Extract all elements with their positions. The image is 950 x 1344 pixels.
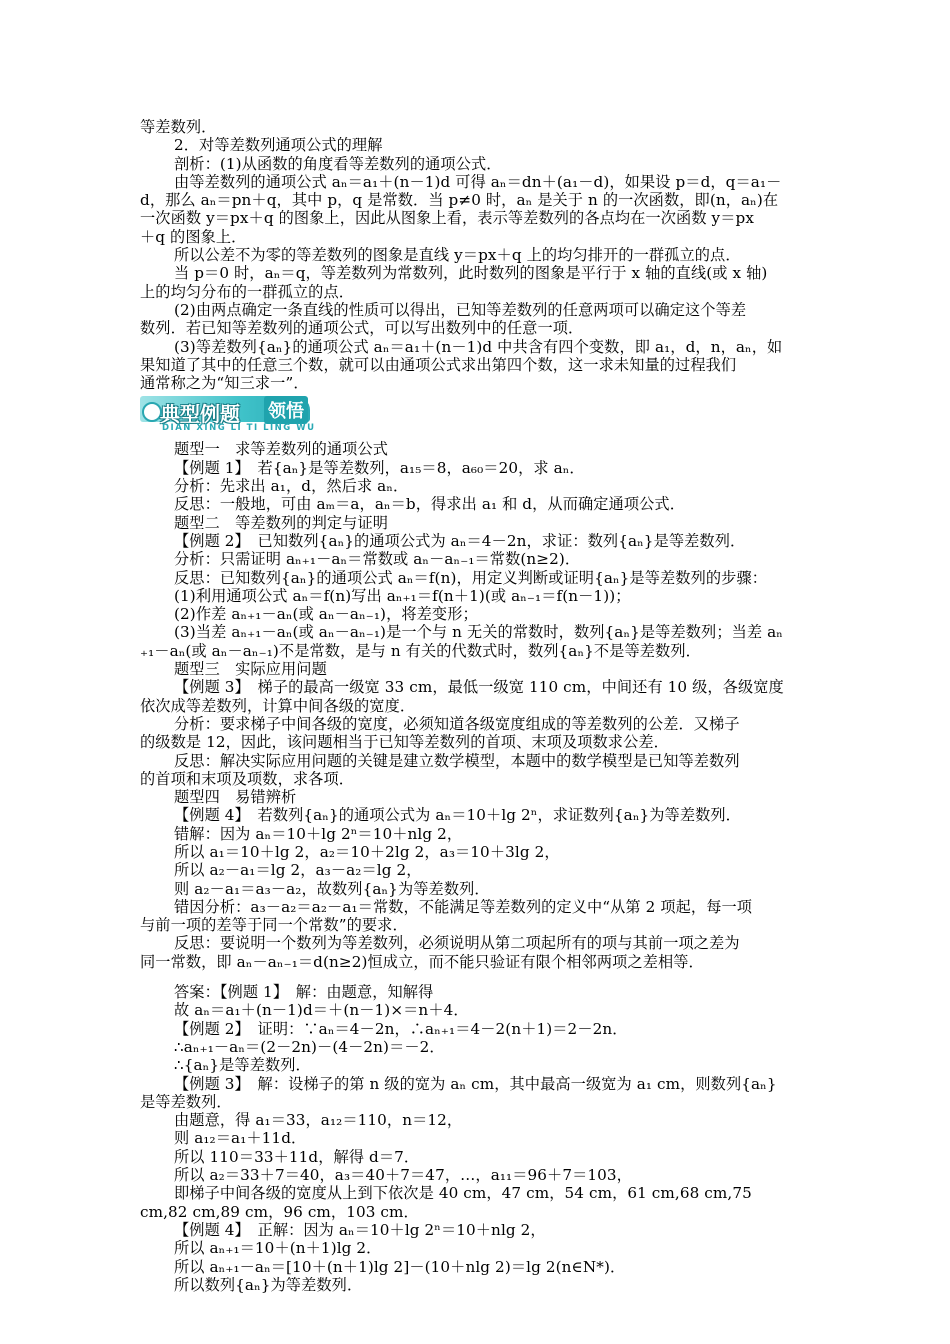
section-answers <box>140 983 810 1294</box>
text-line: 题型四 易错辨析 <box>174 788 297 807</box>
text-line: 所以 a₂－a₁＝lg 2，a₃－a₂＝lg 2， <box>174 861 422 880</box>
text-line: 【例题 3】 解：设梯子的第 n 级的宽为 aₙ cm，其中最高一级宽为 a₁ cm，则数列{aₙ} <box>174 1074 777 1093</box>
text-line: (1)利用通项公式 aₙ＝f(n)写出 aₙ₊₁＝f(n＋1)(或 aₙ₋₁＝f(n－1))； <box>174 586 631 605</box>
text-line: 题型三 实际应用问题 <box>174 660 327 679</box>
text-line: 题型一 求等差数列的通项公式 <box>174 440 389 459</box>
text-line: 答案：【例题 1】 解：由题意，知解得 <box>174 983 434 1002</box>
text-line: 数列．若已知等差数列的通项公式，可以写出数列中的任意一项． <box>140 319 584 338</box>
text-line: (2)由两点确定一条直线的性质可以得出，已知等差数列的任意两项可以确定这个等差 <box>174 300 747 319</box>
text-line: 则 a₂－a₁＝a₃－a₂，故数列{aₙ}为等差数列． <box>174 879 490 898</box>
section-examples <box>140 440 810 971</box>
text-line: 【例题 4】 若数列{aₙ}的通项公式为 aₙ＝10＋lg 2ⁿ，求证数列{aₙ}为等差数列． <box>174 806 741 825</box>
text-line: 剖析：(1)从函数的角度看等差数列的通项公式． <box>174 154 502 173</box>
text-line: 题型二 等差数列的判定与证明 <box>174 513 389 532</box>
text-line: 反思：一般地，可由 aₘ＝a，aₙ＝b，得求出 a₁ 和 d，从而确定通项公式． <box>174 495 686 514</box>
text-line: 故 aₙ＝a₁＋(n－1)d＝＋(n－1)×＝n＋4． <box>174 1001 469 1020</box>
text-line: 【例题 4】 正解：因为 aₙ＝10＋lg 2ⁿ＝10＋nlg 2， <box>174 1220 546 1239</box>
section-understanding <box>140 118 810 392</box>
text-line: (3)等差数列{aₙ}的通项公式 aₙ＝a₁＋(n－1)d 中共含有四个变数，即 a₁，d，n，aₙ，如 <box>174 337 783 356</box>
text-line: 反思：已知数列{aₙ}的通项公式 aₙ＝f(n)，用定义判断或证明{aₙ}是等差数列的步骤： <box>174 568 768 587</box>
text-line: 由等差数列的通项公式 aₙ＝a₁＋(n－1)d 可得 aₙ＝dn＋(a₁－d)，如果设 p＝d，q＝a₁－ <box>174 172 782 191</box>
text-line: 所以 aₙ₊₁＝10＋(n＋1)lg 2． <box>174 1239 382 1258</box>
text-line: cm,82 cm,89 cm，96 cm，103 cm． <box>140 1202 419 1221</box>
spacer <box>140 971 810 983</box>
text-line: 所以 a₁＝10＋lg 2，a₂＝10＋2lg 2，a₃＝10＋3lg 2， <box>174 842 560 861</box>
text-line: 【例题 1】 若{aₙ}是等差数列，a₁₅＝8，a₆₀＝20，求 aₙ． <box>174 458 585 477</box>
text-line: 错因分析：a₃－a₂＝a₂－a₁＝常数，不能满足等差数列的定义中“从第 2 项起，每一项 <box>174 897 753 916</box>
text-line: 所以数列{aₙ}为等差数列． <box>174 1275 363 1294</box>
text-line: (3)当差 aₙ₊₁－aₙ(或 aₙ－aₙ₋₁)是一个与 n 无关的常数时，数列{aₙ}是等差数列；当差 aₙ <box>174 623 783 642</box>
text-line: 的级数是 12，因此，该问题相当于已知等差数列的首项、末项及项数求公差． <box>140 733 669 752</box>
section-banner <box>140 396 810 438</box>
text-line: ＋q 的图象上． <box>140 227 247 246</box>
text-line: d，那么 aₙ＝pn＋q，其中 p，q 是常数．当 p≠0 时，aₙ 是关于 n 的一次函数，即(n，aₙ)在 <box>140 191 779 210</box>
text-line: 【例题 2】 证明：∵aₙ＝4－2n，∴aₙ₊₁＝4－2(n＋1)＝2－2n． <box>174 1019 628 1038</box>
text-line: ∴aₙ₊₁－aₙ＝(2－2n)－(4－2n)＝－2． <box>174 1037 445 1056</box>
text-line: 分析：要求梯子中间各级的宽度，必须知道各级宽度组成的等差数列的公差．又梯子 <box>174 714 740 733</box>
text-line: 2．对等差数列通项公式的理解 <box>174 136 383 155</box>
text-line: 反思：要说明一个数列为等差数列，必须说明从第二项起所有的项与其前一项之差为 <box>174 934 740 953</box>
text-line: 反思：解决实际应用问题的关键是建立数学模型，本题中的数学模型是已知等差数列 <box>174 751 740 770</box>
banner-subtitle: DIAN XING LI TI LING WU <box>162 423 316 434</box>
text-line: 则 a₁₂＝a₁＋11d． <box>174 1129 307 1148</box>
text-line: 当 p＝0 时，aₙ＝q，等差数列为常数列，此时数列的图象是平行于 x 轴的直线(或 x 轴) <box>174 264 768 283</box>
document-page <box>140 118 810 1294</box>
text-line: 分析：只需证明 aₙ₊₁－aₙ＝常数或 aₙ－aₙ₋₁＝常数(n≥2)． <box>174 550 581 569</box>
text-line: 由题意，得 a₁＝33，a₁₂＝110，n＝12， <box>174 1111 463 1130</box>
text-line: 所以公差不为零的等差数列的图象是直线 y＝px＋q 上的均匀排开的一群孤立的点． <box>174 246 741 265</box>
text-line: 【例题 3】 梯子的最高一级宽 33 cm，最低一级宽 110 cm，中间还有 10 级，各级宽度 <box>174 678 784 697</box>
text-line: ₊₁－aₙ(或 aₙ－aₙ₋₁)不是常数，是与 n 有关的代数式时，数列{aₙ}不是等差数列． <box>140 641 701 660</box>
text-line: 是等差数列． <box>140 1092 232 1111</box>
text-line: 的首项和末项及项数，求各项． <box>140 769 355 788</box>
text-line: 即梯子中间各级的宽度从上到下依次是 40 cm，47 cm，54 cm，61 cm,68 cm,75 <box>174 1184 752 1203</box>
text-line: 等差数列． <box>140 118 217 136</box>
text-line: ∴{aₙ}是等差数列． <box>174 1056 311 1075</box>
text-line: 与前一项的差等于同一个常数”的要求． <box>140 916 408 935</box>
banner-title: 典型例题 <box>160 402 240 427</box>
text-line: 分析：先求出 a₁，d，然后求 aₙ． <box>174 477 409 496</box>
text-line: 通常称之为“知三求一”． <box>140 374 309 393</box>
text-line: 所以 a₂＝33＋7＝40，a₃＝40＋7＝47，…，a₁₁＝96＋7＝103， <box>174 1166 632 1185</box>
text-line: 一次函数 y＝px＋q 的图象上，因此从图象上看，表示等差数列的各点均在一次函数 y＝px <box>140 209 755 228</box>
text-line: 果知道了其中的任意三个数，就可以由通项公式求出第四个数，这一求未知量的过程我们 <box>140 355 737 374</box>
text-line: 依次成等差数列，计算中间各级的宽度． <box>140 696 416 715</box>
text-line: 所以 aₙ₊₁－aₙ＝[10＋(n＋1)lg 2]－(10＋nlg 2)＝lg 2(n∈N*)． <box>174 1257 626 1276</box>
text-line: 【例题 2】 已知数列{aₙ}的通项公式为 aₙ＝4－2n，求证：数列{aₙ}是等差数列． <box>174 531 746 550</box>
text-line: 所以 110＝33＋11d，解得 d＝7． <box>174 1147 420 1166</box>
text-line: (2)作差 aₙ₊₁－aₙ(或 aₙ－aₙ₋₁)，将差变形； <box>174 605 478 624</box>
banner-title-accent: 领悟 <box>264 396 308 424</box>
text-line: 上的均匀分布的一群孤立的点． <box>140 282 355 301</box>
text-line: 同一常数，即 aₙ－aₙ₋₁＝d(n≥2)恒成立，而不能只验证有限个相邻两项之差相等． <box>140 952 704 971</box>
text-line: 错解：因为 aₙ＝10＋lg 2ⁿ＝10＋nlg 2， <box>174 824 463 843</box>
